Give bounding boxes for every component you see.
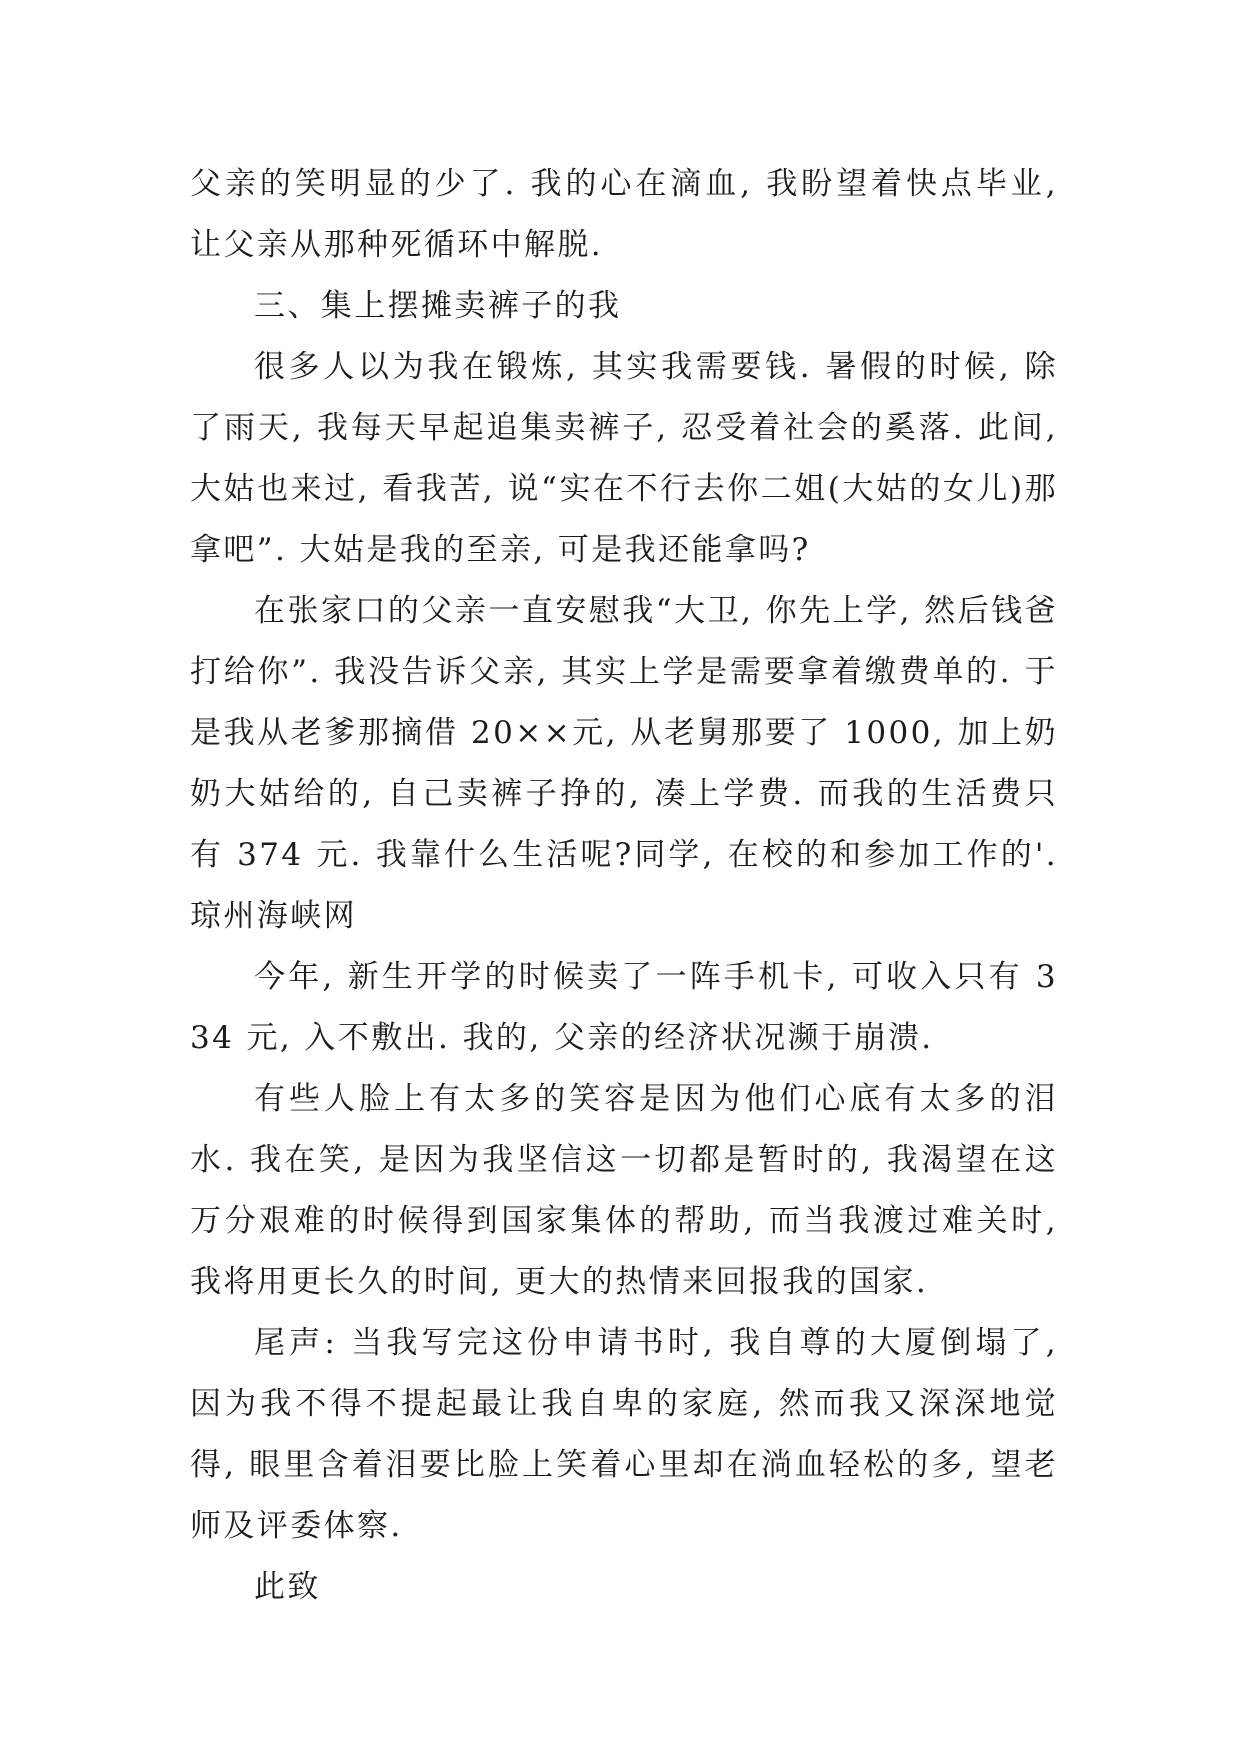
paragraph-epilogue: 尾声: 当我写完这份申请书时, 我自尊的大厦倒塌了, 因为我不得不提起最让我自卑的家庭, 然而我又深深地觉得, 眼里含着泪要比脸上笑着心里却在淌血轻松的多, 望老师及评委体察. xyxy=(190,1325,1058,1544)
document-body xyxy=(190,154,1058,1618)
paragraph-tuition: 在张家口的父亲一直安慰我“大卫, 你先上学, 然后钱爸打给你”. 我没告诉父亲, 其实上学是需要拿着缴费单的. 于是我从老爹那摘借 20××元, 从老舅那要了 1000, 加上奶奶大姑给的, 自己卖裤子挣的, 凑上学费. 而我的生活费只有 374 元. 我靠什么生活呢?同学, 在校的和参加工作的'. 琼州海峡网 xyxy=(190,593,1058,934)
paragraph-phone-cards: 今年, 新生开学的时候卖了一阵手机卡, 可收入只有 334 元, 入不敷出. 我的, 父亲的经济状况濒于崩溃. xyxy=(190,959,1058,1056)
paragraph-market-stall: 很多人以为我在锻炼, 其实我需要钱. 暑假的时候, 除了雨天, 我每天早起追集卖裤子, 忍受着社会的奚落. 此间, 大姑也来过, 看我苦, 说“实在不行去你二姐(大姑的女儿)那拿吧”. 大姑是我的至亲, 可是我还能拿吗? xyxy=(190,349,1058,568)
paragraph-continuation: 父亲的笑明显的少了. 我的心在滴血, 我盼望着快点毕业, 让父亲从那种死循环中解脱. xyxy=(190,166,1058,263)
paragraph-smile-tears: 有些人脸上有太多的笑容是因为他们心底有太多的泪水. 我在笑, 是因为我坚信这一切都是暂时的, 我渴望在这万分艰难的时候得到国家集体的帮助, 而当我渡过难关时, 我将用更长久的时间, 更大的热情来回报我的国家. xyxy=(190,1081,1058,1300)
closing-salutation: 此致 xyxy=(254,1569,321,1605)
section-heading: 三、集上摆摊卖裤子的我 xyxy=(254,288,622,324)
